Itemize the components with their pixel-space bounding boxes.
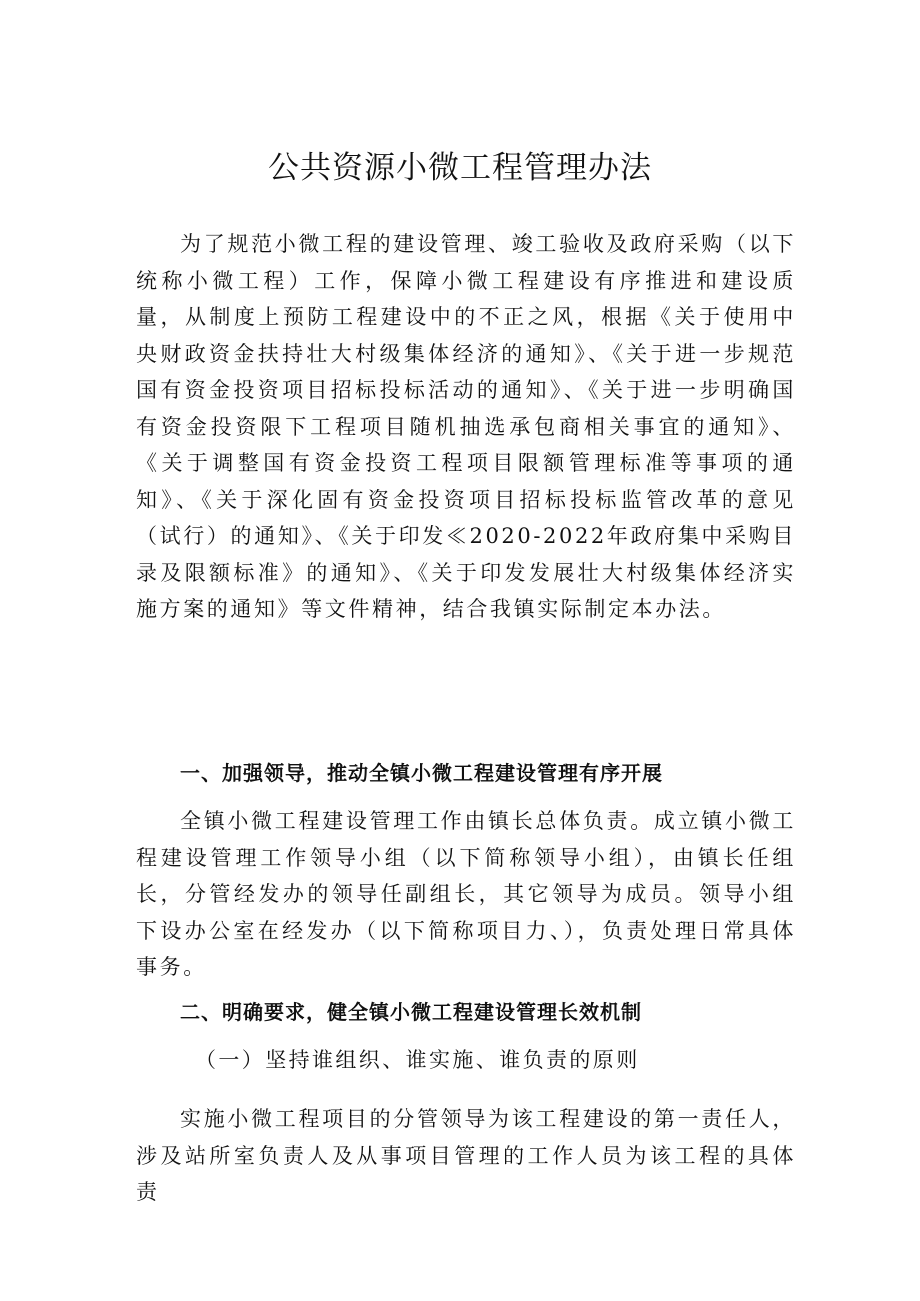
section-1-paragraph: 全镇小微工程建设管理工作由镇长总体负责。成立镇小微工程建设管理工作领导小组（以下简称领导小组），由镇长任组长，分管经发办的领导任副组长，其它领导为成员。领导小组下设办公室在经发办（以下简称项目力、），负责处理日常具体事务。	[136, 809, 796, 979]
subsection-1-paragraph: 实施小微工程项目的分管领导为该工程建设的第一责任人，涉及站所室负责人及从事项目管理的工作人员为该工程的具体责	[136, 1107, 796, 1204]
section-heading-1: 一、加强领导，推动全镇小微工程建设管理有序开展	[180, 761, 663, 785]
subsection-heading-1: （一）坚持谁组织、谁实施、谁负责的原则	[195, 1048, 640, 1072]
document-title: 公共资源小微工程管理办法	[268, 150, 652, 186]
intro-paragraph: 为了规范小微工程的建设管理、竣工验收及政府采购（以下统称小微工程）工作，保障小微工程建设有序推进和建设质量，从制度上预防工程建设中的不正之风，根据《关于使用中央财政资金扶持壮大村级集体经济的通知》、《关于进一步规范国有资金投资项目招标投标活动的通知》、《关于进一步明确国有资金投资限下工程项目随机抽选承包商相关事宜的通知》、《关于调整国有资金投资工程项目限额管理标准等事项的通知》、《关于深化固有资金投资项目招标投标监管改革的意见（试行）的通知》、《关于印发≪2020-2022年政府集中采购目录及限额标准》的通知》、《关于印发发展壮大村级集体经济实施方案的通知》等文件精神，结合我镇实际制定本办法。	[136, 232, 796, 621]
section-heading-2: 二、明确要求，健全镇小微工程建设管理长效机制	[180, 1000, 642, 1024]
